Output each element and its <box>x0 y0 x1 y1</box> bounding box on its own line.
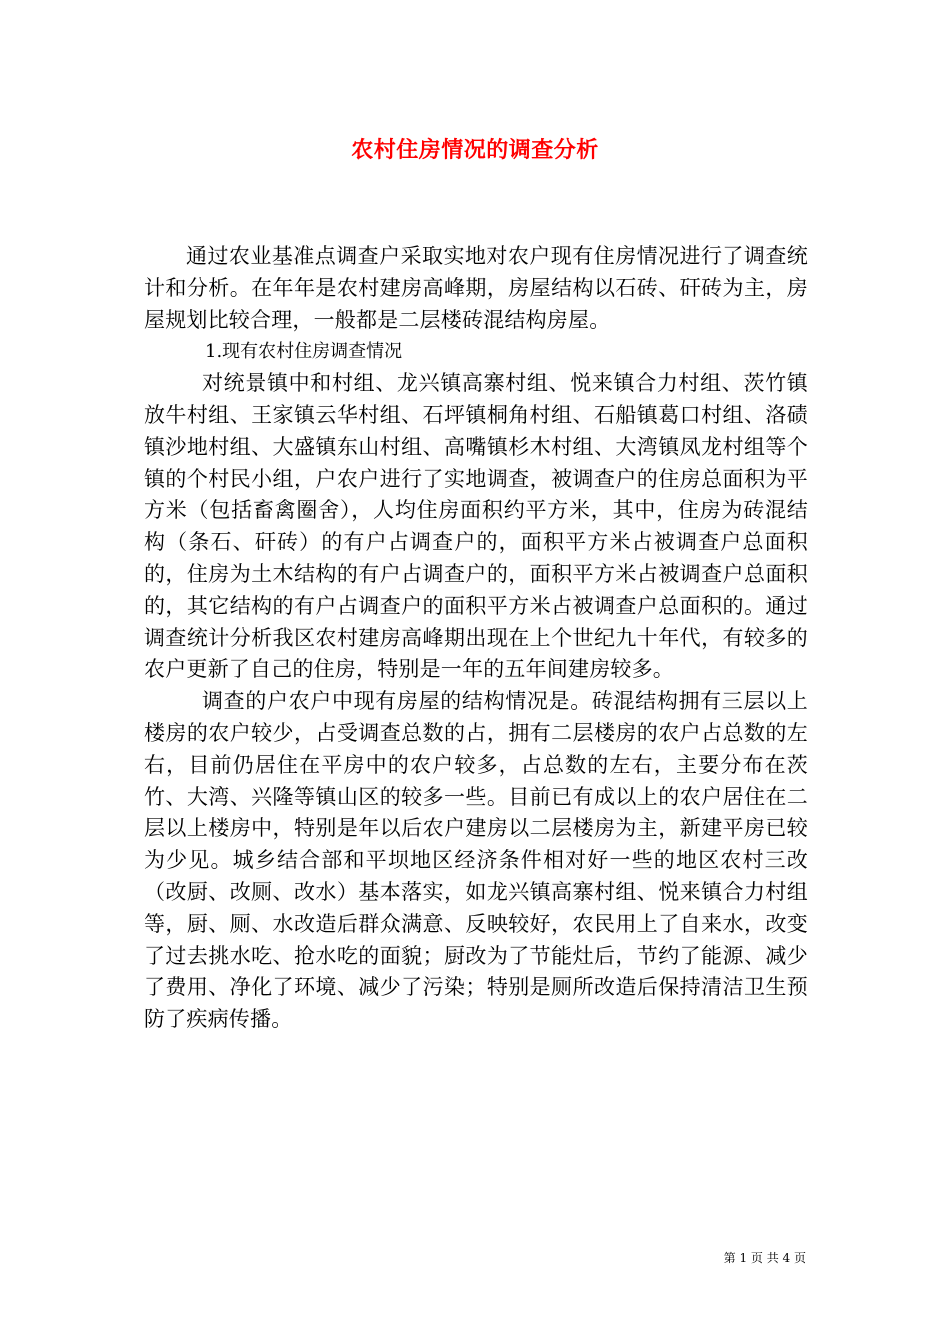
document-body <box>144 241 808 1036</box>
structure-paragraph: 调查的户农户中现有房屋的结构情况是。砖混结构拥有三层以上楼房的农户较少，占受调查总数的占，拥有二层楼房的农户占总数的左右，目前仍居住在平房中的农户较多，占总数的左右，主要分布在茨竹、大湾、兴隆等镇山区的较多一些。目前已有成以上的农户居住在二层以上楼房中，特别是年以后农户建房以二层楼房为主，新建平房已较为少见。城乡结合部和平坝地区经济条件相对好一些的地区农村三改（改厨、改厕、改水）基本落实，如龙兴镇高寨村组、悦来镇合力村组等，厨、厕、水改造后群众满意、反映较好，农民用上了自来水，改变了过去挑水吃、抢水吃的面貌；厨改为了节能灶后，节约了能源、减少了费用、净化了环境、减少了污染；特别是厕所改造后保持清洁卫生预防了疾病传播。 <box>144 689 808 1032</box>
survey-paragraph: 对统景镇中和村组、龙兴镇高寨村组、悦来镇合力村组、茨竹镇放牛村组、王家镇云华村组、石坪镇桐角村组、石船镇葛口村组、洛碛镇沙地村组、大盛镇东山村组、高嘴镇杉木村组、大湾镇凤龙村组等个镇的个村民小组，户农户进行了实地调查，被调查户的住房总面积为平方米（包括畜禽圈舍），人均住房面积约平方米，其中，住房为砖混结构（条石、矸砖）的有户占调查户的，面积平方米占被调查户总面积的，住房为土木结构的有户占调查户的，面积平方米占被调查户总面积的，其它结构的有户占调查户的面积平方米占被调查户总面积的。通过调查统计分析我区农村建房高峰期出现在上个世纪九十年代，有较多的农户更新了自己的住房，特别是一年的五年间建房较多。 <box>144 371 808 682</box>
section-heading: 1.现有农村住房调查情况 <box>205 341 403 363</box>
intro-paragraph: 通过农业基准点调查户采取实地对农户现有住房情况进行了调查统计和分析。在年年是农村建房高峰期，房屋结构以石砖、矸砖为主，房屋规划比较合理，一般都是二层楼砖混结构房屋。 <box>144 244 808 332</box>
document-title: 农村住房情况的调查分析 <box>351 137 599 163</box>
page-number: 第 1 页 共 4 页 <box>723 1251 806 1265</box>
